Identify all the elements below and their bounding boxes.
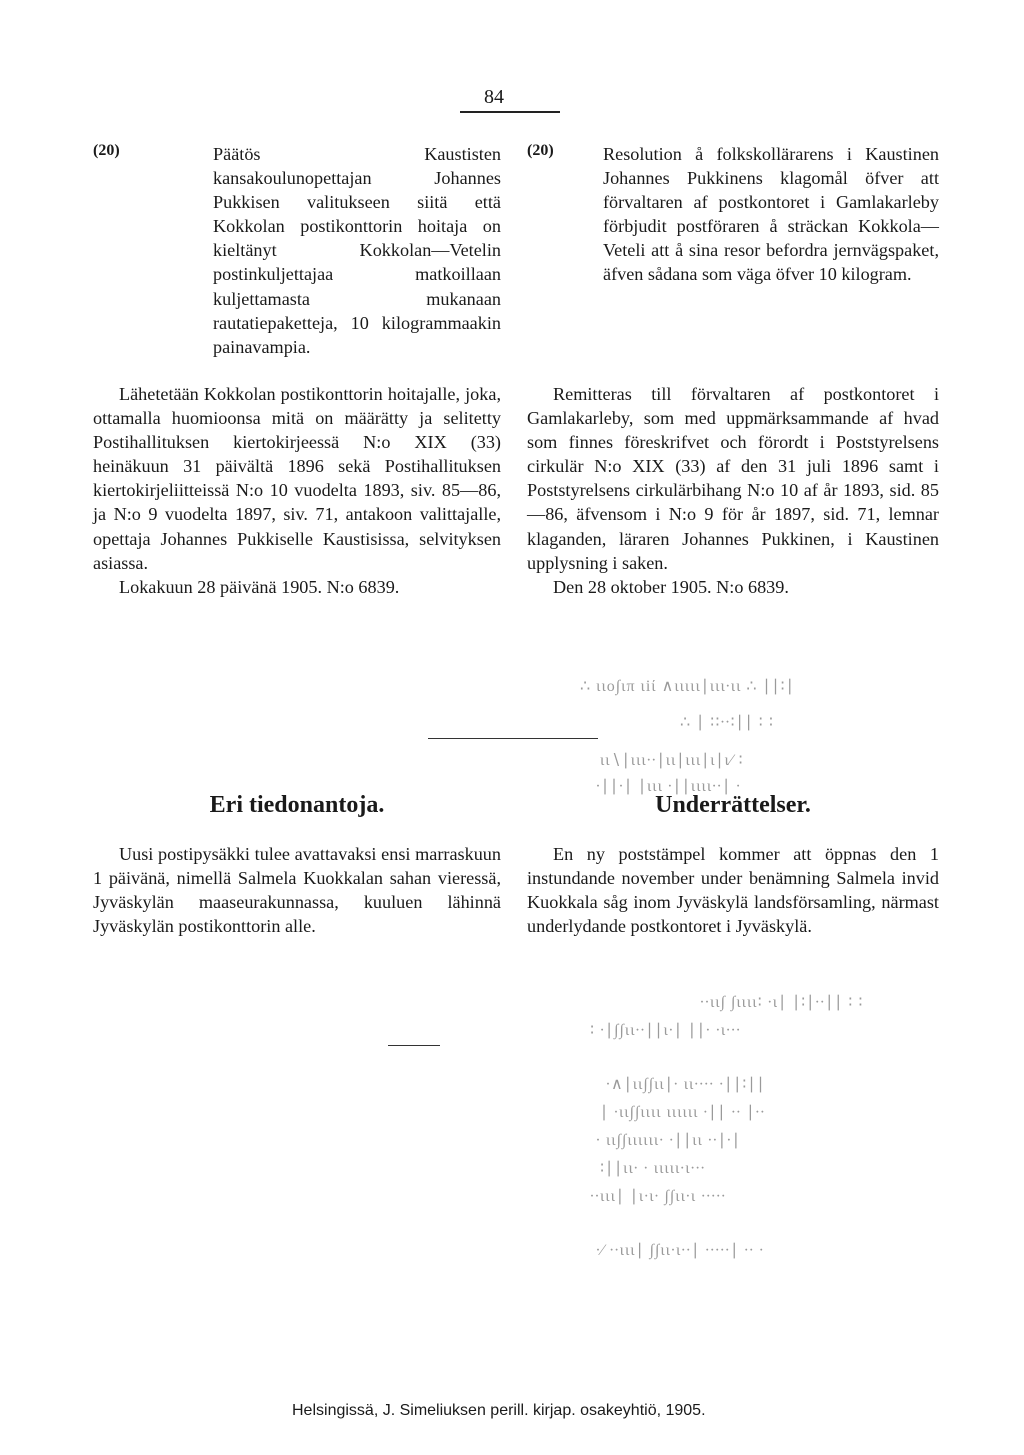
bleed-through-mark: ιι∖∣ιιι∙∙∣ιι∣ιιι∣ι∣ι∕ ∶ xyxy=(600,752,744,769)
section-heading: Underrättelser. xyxy=(655,792,811,818)
swedish-body-block xyxy=(527,382,939,599)
decision-title: Päätös Kaustisten kansakoulunopettajan Johannes Pukkisen valitukseen siitä että Kokkolan postikonttorin hoitaja on kieltänyt Kokkolan—Vetelin postinkuljettajaa matkoillaan kuljettamasta mukanaan rautatiepaketteja, 10 kilogrammaakin painavampia. xyxy=(213,144,501,357)
printer-imprint: Helsingissä, J. Simeliuksen perill. kirjap. osakeyhtiö, 1905. xyxy=(292,1402,706,1419)
item-number: (20) xyxy=(527,142,554,159)
page-number: 84 xyxy=(484,86,504,108)
bleed-through-mark: ∙∧∣ιι∫∫ιι∣∙ ιι∙∙∙∙ ∙∣∣∶∣∣ xyxy=(606,1076,766,1093)
swedish-decision xyxy=(527,142,939,287)
item-number: (20) xyxy=(93,142,120,159)
swedish-notices xyxy=(527,792,939,819)
bleed-through-mark: ∙ ιι∫∫ιιιιιι∙ ∙∣∣ιι ∙∙∣∙∣ xyxy=(596,1132,741,1149)
swedish-notice-block xyxy=(527,842,939,938)
bleed-through-mark: ∙∙ιι∫ ∫ιιιι∶ ∙ι∣ ∣∶∣∙∙∣∣ ∶ ∶ xyxy=(700,994,864,1011)
top-rule xyxy=(460,111,560,113)
decision-body: Lähetetään Kokkolan postikonttorin hoitajalle, joka, ottamalla huomioonsa mitä on määrätty ja selitetty Postihallituksen kiertokirjeessä N:o XIX (33) heinäkuun 31 päivältä 1896 sekä Postihallituksen kiertokirjeliitteissä N:o 10 vuodelta 1893, siv. 85—86, ja N:o 9 vuodelta 1897, siv. 71, antakoon valittajalle, opettaja Johannes Pukkiselle Kaustisissa, selvityksen asiassa. xyxy=(93,384,501,573)
bleed-through-mark: ∴ ιιο∫ιπ ιiί ∧ιιιιι∣ιιι∙ιι ∴ ∣∣∶∣ xyxy=(580,678,795,695)
bleed-through-mark: ∴ ∣ ∶∶∙∙∶∣∣ ∶ ∶ xyxy=(680,714,774,731)
notice-divider xyxy=(388,1045,440,1046)
bleed-through-mark: ∙∙ιιι∣ ∣ι∙ι∙ ∫∫ιι∙ι ∙∙∙∙∙ xyxy=(590,1188,727,1205)
finnish-body-block xyxy=(93,382,501,599)
decision-title: Resolution å folkskollärarens i Kaustinen Johannes Pukkinens klagomål öfver att förvaltaren af postkontoret i Gamlakarleby förbjudit postföraren å sträckan Kokkola—Veteli att å sina resor befordra jernvägspaket, äfven sådana som väga öfver 10 kilogram. xyxy=(603,144,939,285)
decision-signature: Lokakuun 28 päivänä 1905. N:o 6839. xyxy=(119,576,400,597)
bleed-through-mark: ∙∣∣∙∣ ∣ιιι ∙∣∣ιιιι∙∙∣ ∙ xyxy=(596,778,742,795)
decision-body: Remitteras till förvaltaren af postkontoret i Gamlakarleby, som med uppmärksammande af hvad som finnes föreskrifvet och förordt i Poststyrelsens cirkulär N:o XIX (33) af den 31 juli 1896 samt i Poststyrelsens cirkulärbihang N:o 10 af år 1893, sid. 85—86, äfvensom i N:o 9 för år 1897, sid. 71, lemnar klaganden, läraren Johannes Pukkinen, i Kaustinen upplysning i saken. xyxy=(527,384,939,573)
section-heading: Eri tiedonantoja. xyxy=(209,792,385,818)
notice-text: Uusi postipysäkki tulee avattavaksi ensi marraskuun 1 päivänä, nimellä Salmela Kuokkalan sahan vieressä, Jyväskylän maaseurakunnassa, kuuluen lähinnä Jyväskylän postikonttorin alle. xyxy=(93,844,501,937)
bleed-through-mark: ∙∕ ∙∙ιιι∣ ∫∫ιι∙ι∙∙∣ ∙∙∙∙∙∣ ∙∙ ∙ xyxy=(596,1242,765,1259)
section-divider xyxy=(428,738,598,739)
bleed-through-mark: ∣ ∙ιι∫∫ιιιι ιιιιιι ∙∣∣ ∙∙ ∣∙∙ xyxy=(600,1104,766,1121)
bleed-through-mark: ∶∣∣ιι∙ ∙ ιιιιι∙ι∙∙∙ xyxy=(600,1160,706,1177)
finnish-notice-block xyxy=(93,842,501,938)
finnish-decision xyxy=(93,142,501,359)
decision-signature: Den 28 oktober 1905. N:o 6839. xyxy=(553,576,789,597)
notice-text: En ny poststämpel kommer att öppnas den 1 instundande november under benämning Salmela invid Kuokkala såg inom Jyväskylä landsförsamling, närmast underlydande postkontoret i Jyväskylä. xyxy=(527,844,939,937)
bleed-through-mark: ∶ ∙∣∫∫ιι∙∙∣∣ι∙∣ ∣∣∙ ∙ι∙∙∙ xyxy=(590,1022,742,1039)
finnish-notices xyxy=(93,792,501,819)
